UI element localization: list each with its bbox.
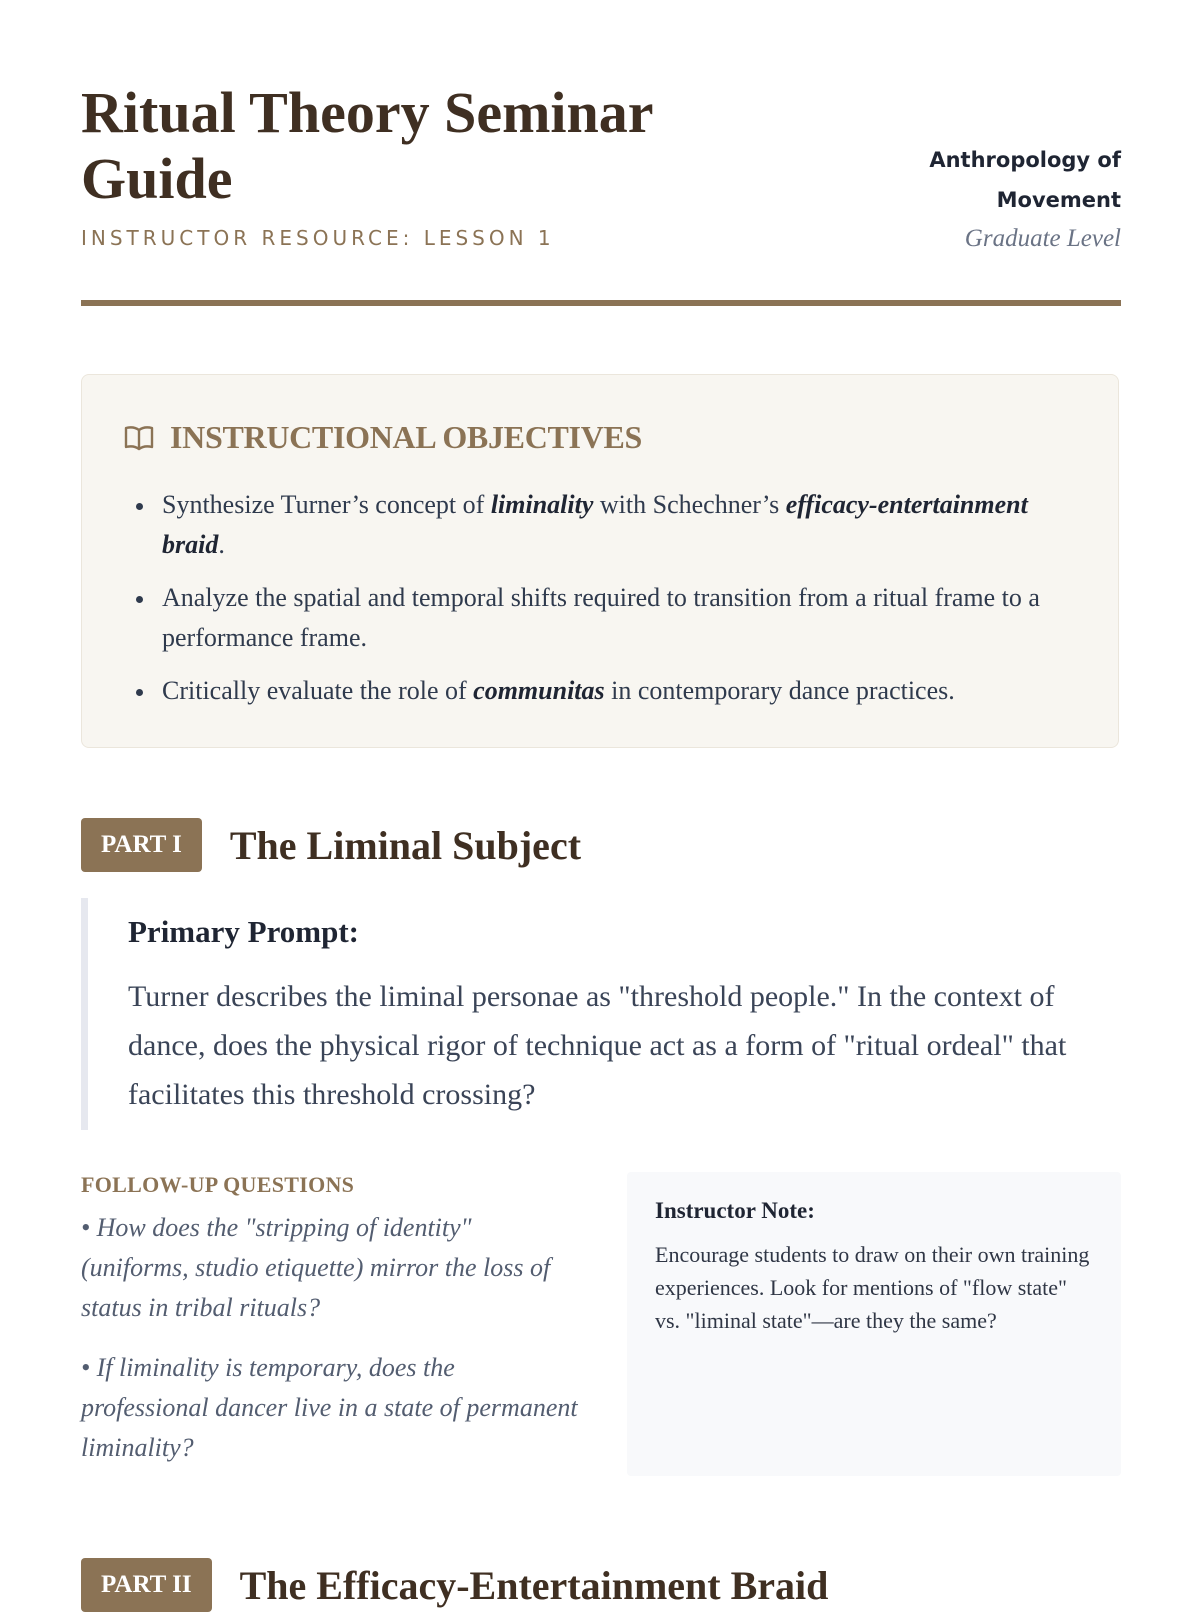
objectives-box bbox=[81, 374, 1119, 748]
part-title: The Liminal Subject bbox=[229, 822, 582, 868]
prompt-label: Primary Prompt: bbox=[128, 914, 359, 949]
book-icon bbox=[124, 424, 154, 452]
term-emphasis: efficacy-entertainment braid bbox=[162, 490, 1028, 559]
primary-prompt-block bbox=[81, 898, 1121, 1130]
note-text: Encourage students to draw on their own training experiences. Look for mentions of "flow state" vs. "liminal state"—are they the same? bbox=[655, 1242, 1090, 1333]
prompt-text: Turner describes the liminal personae as "threshold people." In the context of dance, does the physical rigor of technique act as a form of "ritual ordeal" that facilitates this threshold crossing? bbox=[128, 980, 1067, 1111]
course-meta bbox=[881, 140, 1121, 258]
list-item: Synthesize Turner’s concept of liminality with Schechner’s efficacy-entertainment braid. bbox=[162, 485, 1082, 565]
part-title: The Efficacy-Entertainment Braid bbox=[239, 1562, 829, 1608]
list-item: Critically evaluate the role of communitas in contemporary dance practices. bbox=[162, 671, 1082, 711]
part-1-header bbox=[81, 818, 581, 872]
part-badge: PART II bbox=[81, 1558, 212, 1612]
part-2-header bbox=[81, 1558, 828, 1612]
department-label: Anthropology of Movement bbox=[929, 148, 1121, 212]
instructor-note bbox=[627, 1172, 1121, 1476]
objectives-header bbox=[124, 419, 642, 456]
term-emphasis: liminality bbox=[490, 490, 594, 519]
part-badge: PART I bbox=[81, 818, 202, 872]
followup-question: • How does the "stripping of identity" (uniforms, studio etiquette) mirror the loss of status in tribal rituals? bbox=[81, 1213, 551, 1322]
note-title: Instructor Note: bbox=[655, 1198, 815, 1223]
document-header bbox=[81, 80, 1121, 310]
page-subtitle: INSTRUCTOR RESOURCE: LESSON 1 bbox=[81, 226, 555, 250]
header-divider bbox=[81, 300, 1121, 306]
objectives-title: INSTRUCTIONAL OBJECTIVES bbox=[170, 419, 643, 455]
list-item: Analyze the spatial and temporal shifts required to transition from a ritual frame to a performance frame. bbox=[162, 578, 1082, 658]
level-label: Graduate Level bbox=[964, 225, 1121, 252]
followup-question: • If liminality is temporary, does the professional dancer live in a state of permanent liminality? bbox=[81, 1353, 578, 1462]
followup-questions bbox=[81, 1172, 581, 1488]
objectives-list bbox=[162, 485, 1082, 724]
term-emphasis: communitas bbox=[473, 676, 605, 705]
followup-label: FOLLOW-UP QUESTIONS bbox=[81, 1172, 355, 1197]
page-title: Ritual Theory Seminar Guide bbox=[81, 80, 653, 211]
